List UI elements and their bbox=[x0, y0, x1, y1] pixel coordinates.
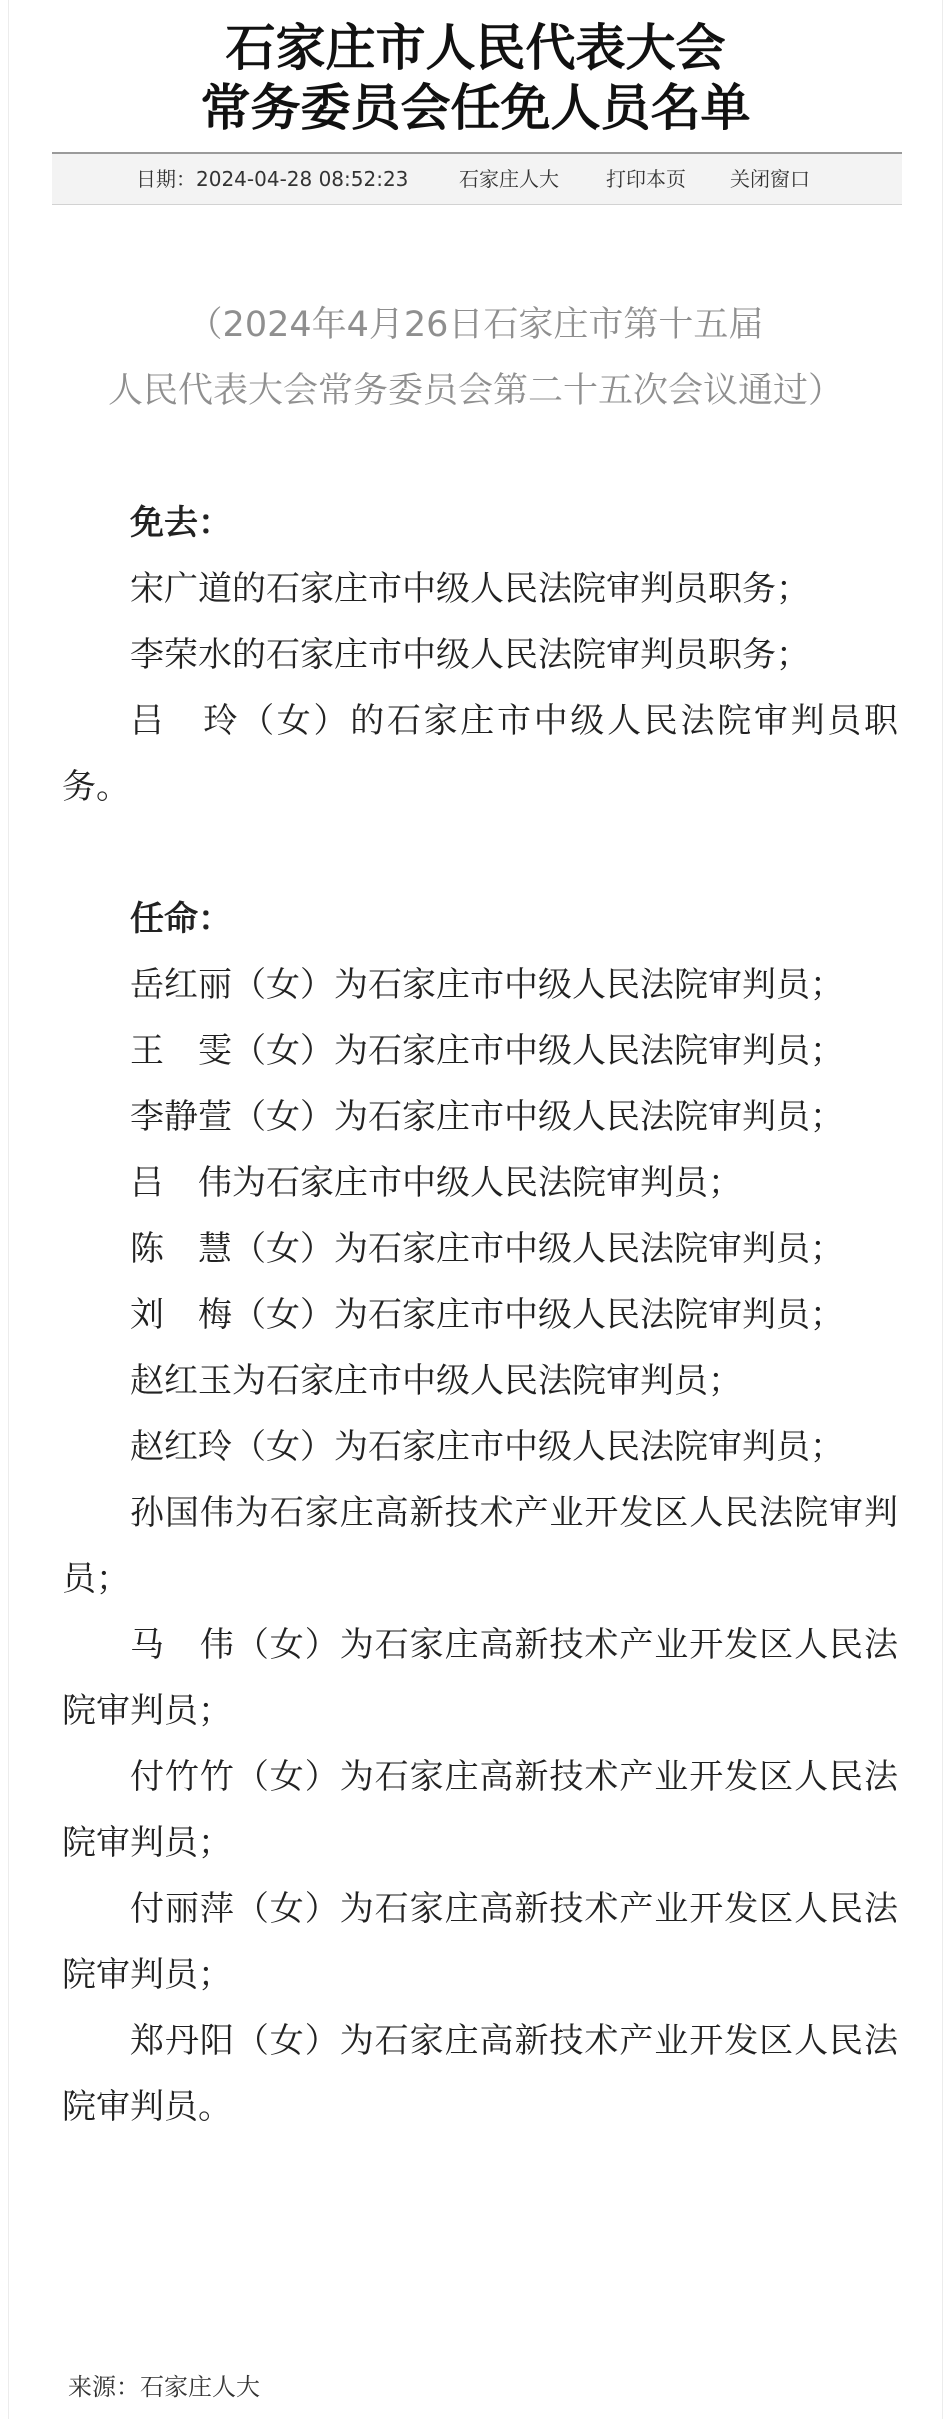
article-body bbox=[62, 490, 898, 2140]
appoint-item: 王 雯（女）为石家庄市中级人民法院审判员； bbox=[130, 1031, 844, 1071]
dismiss-item: 吕 玲（女）的石家庄市中级人民法院审判员职务。 bbox=[62, 701, 898, 807]
article-source: 来源：石家庄人大 bbox=[68, 2373, 260, 2401]
appoint-item: 郑丹阳（女）为石家庄高新技术产业开发区人民法院审判员。 bbox=[62, 2021, 898, 2127]
appoint-item: 孙国伟为石家庄高新技术产业开发区人民法院审判员； bbox=[62, 1493, 898, 1599]
appoint-item: 陈 慧（女）为石家庄市中级人民法院审判员； bbox=[130, 1229, 844, 1269]
dismiss-item: 宋广道的石家庄市中级人民法院审判员职务； bbox=[130, 569, 810, 609]
meeting-note bbox=[0, 292, 951, 424]
appoint-item: 付竹竹（女）为石家庄高新技术产业开发区人民法院审判员； bbox=[62, 1757, 898, 1863]
article-meta-bar bbox=[52, 152, 902, 205]
appoint-item: 李静萱（女）为石家庄市中级人民法院审判员； bbox=[130, 1097, 844, 1137]
dismiss-heading: 免去： bbox=[130, 503, 232, 543]
publish-date: 日期：2024-04-28 08:52:23 bbox=[136, 167, 409, 191]
dismiss-item: 李荣水的石家庄市中级人民法院审判员职务； bbox=[130, 635, 810, 675]
print-page-link[interactable]: 打印本页 bbox=[606, 167, 686, 191]
appoint-item: 赵红玉为石家庄市中级人民法院审判员； bbox=[130, 1361, 742, 1401]
page-title-line-1: 石家庄市人民代表大会 bbox=[225, 19, 726, 77]
meta-source: 石家庄人大 bbox=[459, 167, 559, 191]
appoint-item: 付丽萍（女）为石家庄高新技术产业开发区人民法院审判员； bbox=[62, 1889, 898, 1995]
appoint-item: 刘 梅（女）为石家庄市中级人民法院审判员； bbox=[130, 1295, 844, 1335]
appoint-item: 赵红玲（女）为石家庄市中级人民法院审判员； bbox=[130, 1427, 844, 1467]
section-spacer bbox=[62, 820, 898, 886]
page-title bbox=[0, 18, 951, 138]
meeting-note-line-1: （2024年4月26日石家庄市第十五届 bbox=[187, 305, 764, 345]
appoint-item: 吕 伟为石家庄市中级人民法院审判员； bbox=[130, 1163, 742, 1203]
meeting-note-line-2: 人民代表大会常务委员会第二十五次会议通过） bbox=[107, 371, 843, 411]
close-window-link[interactable]: 关闭窗口 bbox=[730, 167, 810, 191]
appoint-item: 马 伟（女）为石家庄高新技术产业开发区人民法院审判员； bbox=[62, 1625, 898, 1731]
page-title-line-2: 常务委员会任免人员名单 bbox=[200, 79, 751, 137]
appoint-item: 岳红丽（女）为石家庄市中级人民法院审判员； bbox=[130, 965, 844, 1005]
appoint-heading: 任命： bbox=[130, 899, 232, 939]
